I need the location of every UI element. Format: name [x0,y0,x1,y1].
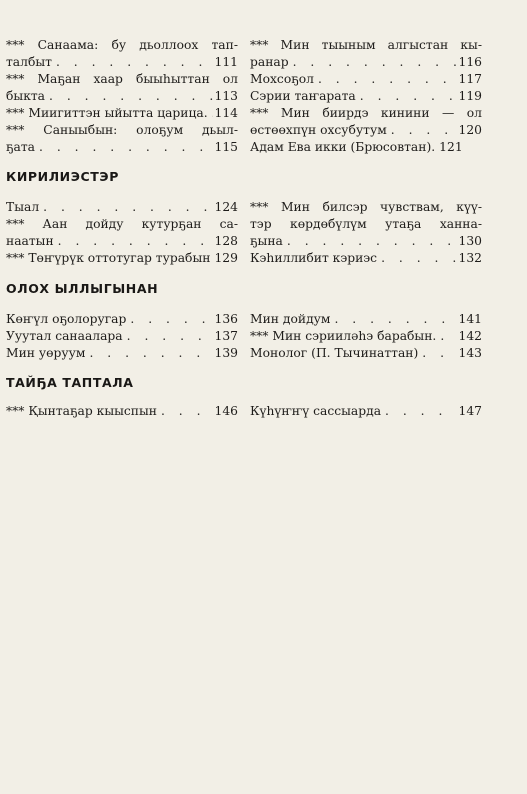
toc-page-number: 129 [214,251,238,265]
toc-entry [6,199,238,216]
toc-entry-title: ранар [250,55,289,69]
leader-dots [58,233,213,250]
toc-entry-title: Адам Ева икки (Брюсовтан). [250,140,436,154]
toc-page-number: 120 [458,123,482,137]
toc-page-number: 124 [214,200,238,214]
toc-entry-title: ҕата [6,140,36,154]
toc-entry-title: Тыал [6,200,40,214]
toc-entry [6,311,238,328]
toc-entry-title: Мин дойдум [250,312,331,326]
toc-page-number: 136 [214,312,238,326]
leader-dots [89,345,212,362]
toc-page-number: 147 [458,404,482,418]
toc-entry [6,105,238,122]
toc-entry [250,54,482,71]
leader-dots [381,250,456,267]
toc-page-number: 146 [214,404,238,418]
toc-entry [250,328,482,345]
toc-entry-title: өстөөхпүн охсубутум [250,123,387,137]
toc-entry-title: *** Миигиттэн ыйытта царица. [6,106,208,120]
toc-entry [250,345,482,362]
toc-entry-title: ҕына [250,234,283,248]
section-heading: ТАЙҔА ТАПТАЛА [6,375,134,390]
toc-page-number: 139 [214,346,238,360]
toc-entry [6,233,238,250]
toc-entry-line: *** Саныыбын: олоҕум дьыл- [6,123,238,137]
toc-page-number: 132 [458,251,482,265]
toc-page-number: 115 [214,140,238,154]
toc-page-number: 130 [458,234,482,248]
toc-entry-title: Ууутал санаалара [6,329,123,343]
leader-dots [56,54,213,71]
toc-page-number: 114 [214,106,238,120]
toc-page-number: 143 [458,346,482,360]
toc-page-number: 111 [214,55,238,69]
toc-entry-title: Монолог (П. Тычинаттан) [250,346,419,360]
toc-entry-title: быкта [6,89,46,103]
toc-entry [250,88,482,105]
leader-dots [360,88,457,105]
leader-dots [385,403,456,420]
leader-dots [49,88,213,105]
toc-entry [6,88,238,105]
toc-page-number: 137 [214,329,238,343]
leader-dots [293,54,457,71]
toc-entry [250,403,482,420]
leader-dots [391,122,457,139]
toc-entry-title: Кэһиллибит кэриэс [250,251,378,265]
leader-dots [127,328,213,345]
toc-entry [250,250,482,267]
toc-entry-line: *** Мин билсэр чувствам, күү- [250,200,482,214]
toc-entry-title: *** Төҥүрүк оттотугар турабын [6,251,211,265]
toc-entry-line: *** Аан дойду кутурҕан са- [6,217,238,231]
toc-entry [250,71,482,88]
toc-page-number: 128 [214,234,238,248]
toc-entry-title: Көҥүл оҕолоругар [6,312,127,326]
leader-dots [43,199,212,216]
toc-entry-title: Мохсоҕол [250,72,314,86]
toc-entry-title: Мин уөруум [6,346,86,360]
section-heading: КИРИЛИЭСТЭР [6,169,119,184]
toc-entry [250,122,482,139]
toc-entry-title: *** Мин сэрииләһэ барабын. [250,329,437,343]
toc-entry [6,345,238,362]
toc-page-number: 116 [458,55,482,69]
toc-page-number: 119 [458,89,482,103]
toc-entry [6,54,238,71]
toc-entry [250,139,482,156]
toc-page-number: 141 [458,312,482,326]
leader-dots [212,105,213,122]
leader-dots [440,328,456,345]
leader-dots [334,311,456,328]
leader-dots [130,311,212,328]
toc-page-number: 113 [214,89,238,103]
toc-page-number: 121 [439,140,463,154]
toc-page-number: 117 [458,72,482,86]
leader-dots [422,345,456,362]
toc-entry-line: *** Мин тыыным алгыстан кы- [250,38,482,52]
toc-entry-title: наатын [6,234,54,248]
section-heading: ОЛОХ ЫЛЛЫГЫНАН [6,281,159,296]
toc-entry-line: *** Мин биирдэ кинини — ол [250,106,482,120]
toc-entry [250,233,482,250]
toc-entry [6,328,238,345]
toc-entry [6,250,238,267]
leader-dots [39,139,213,156]
leader-dots [161,403,213,420]
toc-entry-title: Сэрии таҥарата [250,89,356,103]
toc-entry-title: *** Қынтаҕар кыыспын [6,404,157,418]
toc-entry-line: тэр көрдөбүлүм утаҕа ханна- [250,217,482,231]
toc-entry [250,311,482,328]
leader-dots [318,71,457,88]
toc-entry-line: *** Маҕан хаар быыһыттан ол [6,72,238,86]
toc-entry-line: *** Санаама: бу дьоллоох тап- [6,38,238,52]
toc-page-number: 142 [458,329,482,343]
toc-entry [6,403,238,420]
toc-entry-title: Күһүҥҥү сассыарда [250,404,382,418]
toc-entry [6,139,238,156]
leader-dots [287,233,457,250]
toc-entry-title: талбыт [6,55,52,69]
